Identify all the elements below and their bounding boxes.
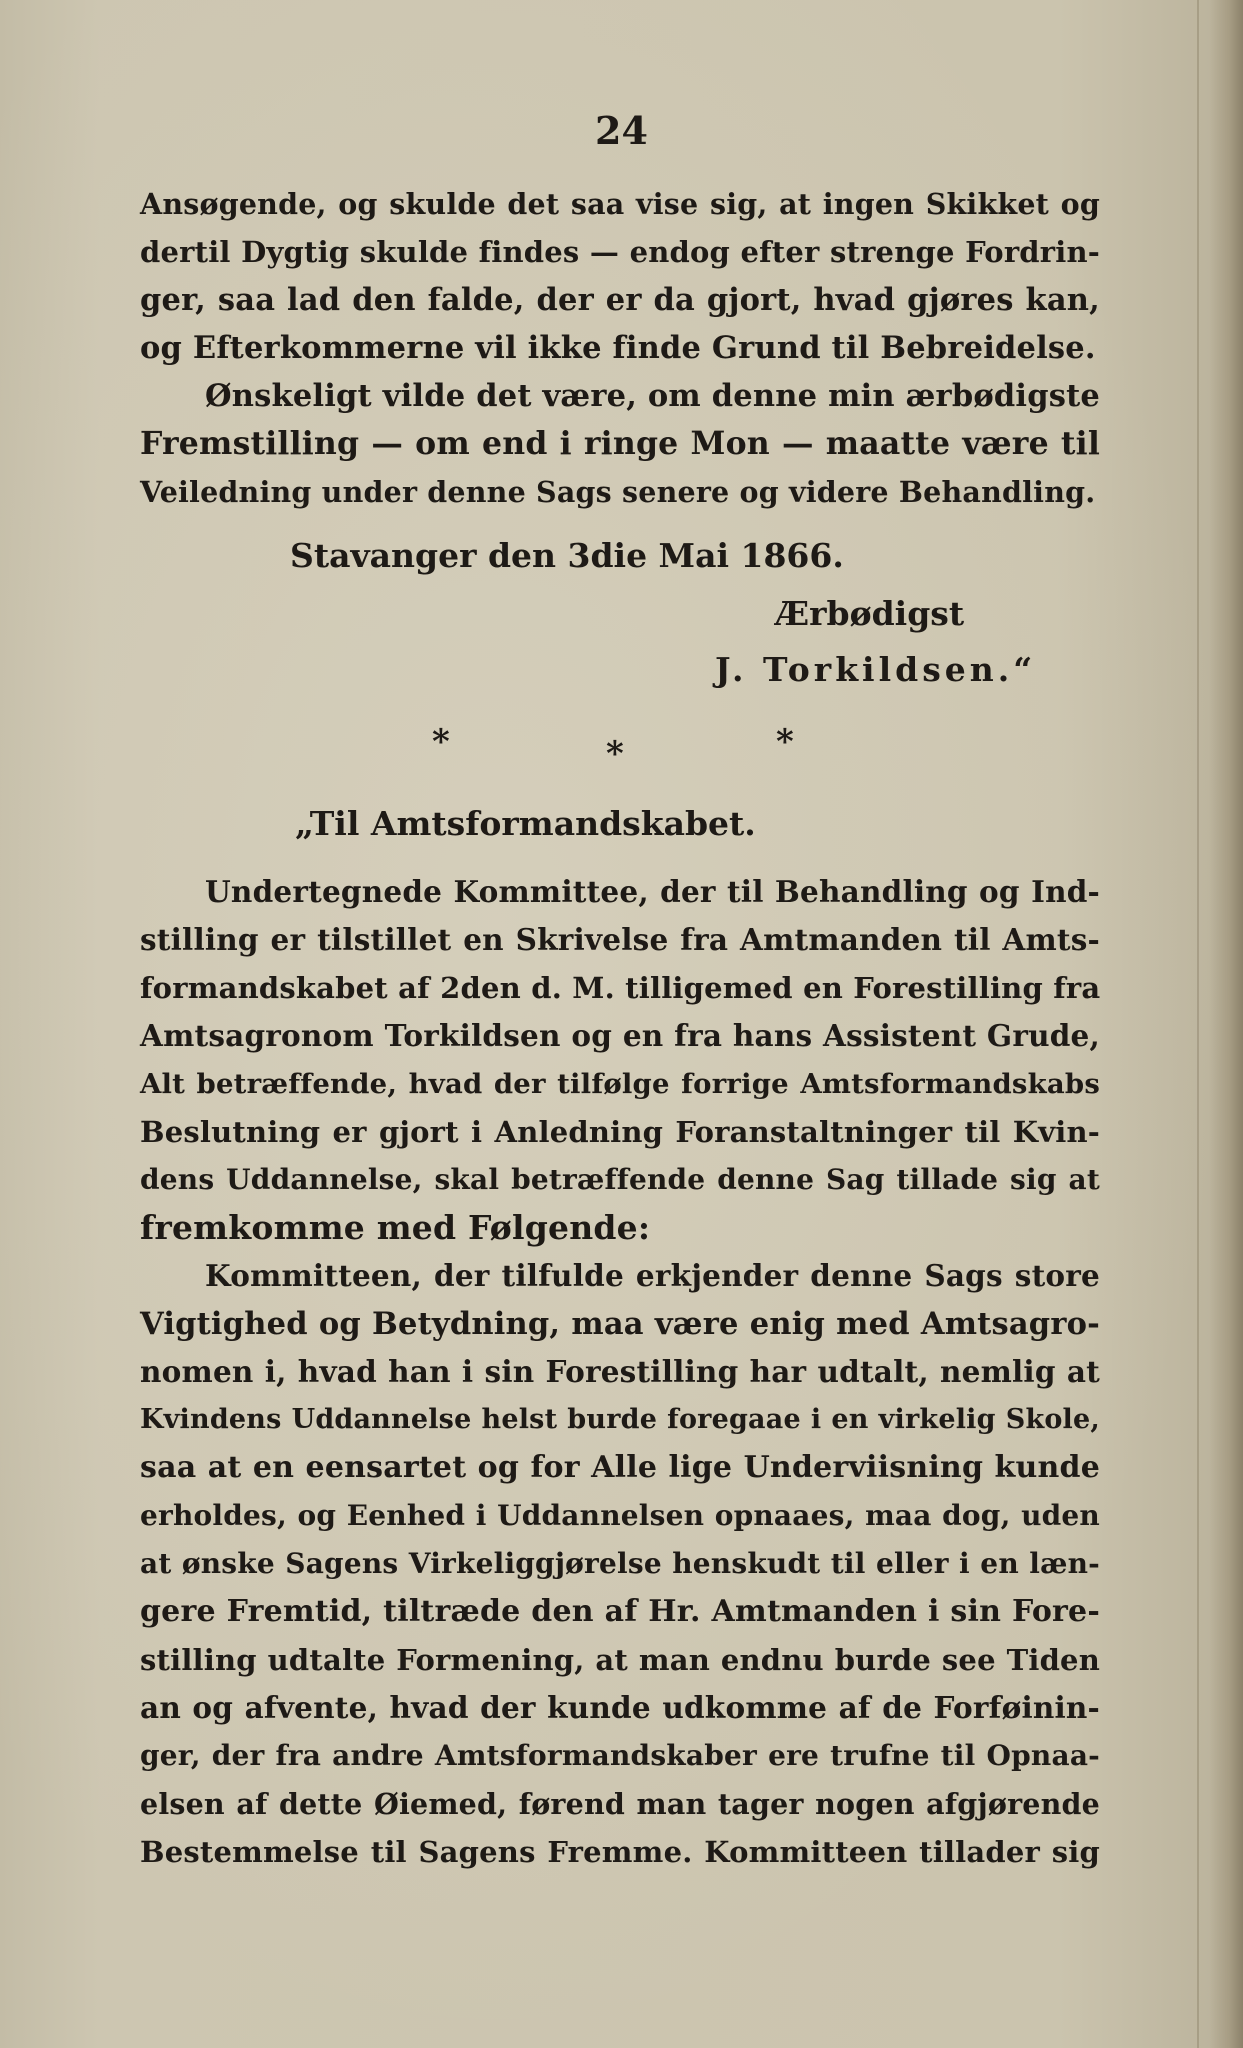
text-line: stilling er tilstillet en Skrivelse fra Amtmanden til Amts- [140, 922, 1100, 957]
text-line: Undertegnede Kommittee, der til Behandling og Ind- [205, 874, 1100, 909]
text-line: saa at en eensartet og for Alle lige Underviisning kunde [140, 1450, 1100, 1485]
text-line: formandskabet af 2den d. M. tilligemed en Forestilling fra [140, 971, 1101, 1005]
text-line: Vigtighed og Betydning, maa være enig med Amtsagro- [140, 1306, 1100, 1342]
separator-asterisk: * [776, 722, 794, 762]
text-line: Fremstilling — om end i ringe Mon — maatte være til [140, 425, 1100, 462]
text-line: og Efterkommerne vil ikke finde Grund til Bebreidelse. [140, 330, 1096, 366]
salutation: „Til Amtsformandskabet. [295, 804, 756, 843]
text-line: ger, saa lad den falde, der er da gjort, hvad gjøres kan, [140, 282, 1100, 318]
page-fold-line [1197, 0, 1199, 2048]
text-line: ger, der fra andre Amtsformandskaber ere trufne til Opnaa- [140, 1739, 1100, 1772]
signature-name: J. Torkildsen.“ [715, 650, 1037, 689]
text-line: Beslutning er gjort i Anledning Foranstaltninger til Kvin- [140, 1115, 1100, 1149]
page-edge-shadow [1209, 0, 1243, 2048]
separator-asterisk: * [432, 722, 450, 762]
text-line: Bestemmelse til Sagens Fremme. Kommitteen tillader sig [140, 1835, 1100, 1869]
text-line: dens Uddannelse, skal betræffende denne Sag tillade sig at [140, 1163, 1100, 1196]
text-line: dertil Dygtig skulde findes — endog efter strenge Fordrin- [140, 235, 1100, 269]
text-line: Kvindens Uddannelse helst burde foregaae i en virkelig Skole, [140, 1404, 1100, 1435]
text-line: Ansøgende, og skulde det saa vise sig, at ingen Skikket og [140, 187, 1100, 221]
text-line: fremkomme med Følgende: [140, 1208, 651, 1247]
text-line: gere Fremtid, tiltræde den af Hr. Amtmanden i sin Fore- [140, 1594, 1100, 1629]
separator-asterisk: * [606, 734, 624, 774]
text-line: at ønske Sagens Virkeliggjørelse henskudt til eller i en læn- [140, 1547, 1100, 1580]
text-line: stilling udtalte Formening, at man endnu burde see Tiden [140, 1643, 1100, 1677]
signature-greeting: Ærbødigst [775, 594, 965, 633]
text-line: Amtsagronom Torkildsen og en fra hans Assistent Grude, [140, 1018, 1100, 1053]
text-line: Ønskeligt vilde det være, om denne min ærbødigste [205, 378, 1100, 414]
text-line: Alt betræffende, hvad der tilfølge forrige Amtsformandskabs [140, 1068, 1100, 1100]
page-number: 24 [595, 108, 648, 153]
text-line: erholdes, og Eenhed i Uddannelsen opnaaes, maa dog, uden [140, 1499, 1100, 1532]
text-line: an og afvente, hvad der kunde udkomme af de Forføinin- [140, 1690, 1100, 1725]
text-line: Kommitteen, der tilfulde erkjender denne Sags store [205, 1258, 1100, 1293]
text-line: elsen af dette Øiemed, førend man tager nogen afgjørende [140, 1787, 1100, 1821]
date-line: Stavanger den 3die Mai 1866. [290, 536, 844, 575]
text-line: Veiledning under denne Sags senere og videre Behandling. [140, 475, 1096, 509]
text-line: nomen i, hvad han i sin Forestilling har udtalt, nemlig at [140, 1354, 1100, 1389]
